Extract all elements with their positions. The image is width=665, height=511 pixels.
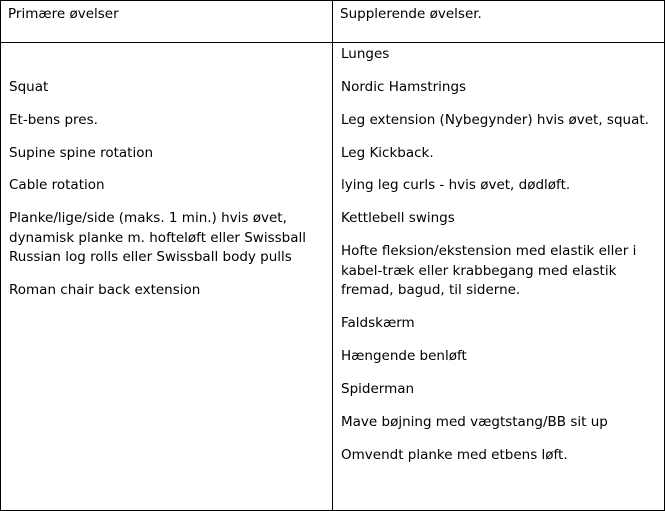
supplementary-item: kabel-træk eller krabbegang med elastik (341, 263, 617, 279)
supplementary-item: Hængende benløft (341, 348, 467, 364)
supplementary-item: lying leg curls - hvis øvet, dødløft. (341, 177, 571, 193)
supplementary-item: Nordic Hamstrings (341, 79, 467, 95)
supplementary-item: fremad, bagud, til siderne. (341, 282, 521, 298)
supplementary-item: Lunges (341, 46, 390, 62)
primary-item: Supine spine rotation (9, 145, 154, 161)
header-primary-exercises: Primære øvelser (8, 6, 119, 22)
supplementary-item: Hofte fleksion/ekstension med elastik eller i (341, 243, 637, 259)
supplementary-item: Leg Kickback. (341, 145, 434, 161)
header-supplementary-exercises: Supplerende øvelser. (340, 6, 482, 22)
primary-item: Et-bens pres. (9, 112, 98, 128)
supplementary-item: Kettlebell swings (341, 210, 455, 226)
table-border-left (0, 0, 1, 511)
supplementary-item: Omvendt planke med etbens løft. (341, 447, 568, 463)
primary-item: Squat (9, 79, 49, 95)
primary-item: Roman chair back extension (9, 282, 201, 298)
primary-item: Planke/lige/side (maks. 1 min.) hvis øvet, (9, 210, 287, 226)
primary-item: dynamisk planke m. hofteløft eller Swissball (9, 230, 307, 246)
primary-item: Russian log rolls eller Swissball body pulls (9, 249, 292, 265)
supplementary-item: Leg extension (Nybegynder) hvis øvet, squat. (341, 112, 649, 128)
primary-item: Cable rotation (9, 177, 105, 193)
supplementary-item: Spiderman (341, 381, 415, 397)
column-divider (332, 0, 333, 511)
header-divider (0, 42, 665, 43)
supplementary-item: Mave bøjning med vægtstang/BB sit up (341, 414, 608, 430)
supplementary-item: Faldskærm (341, 315, 415, 331)
